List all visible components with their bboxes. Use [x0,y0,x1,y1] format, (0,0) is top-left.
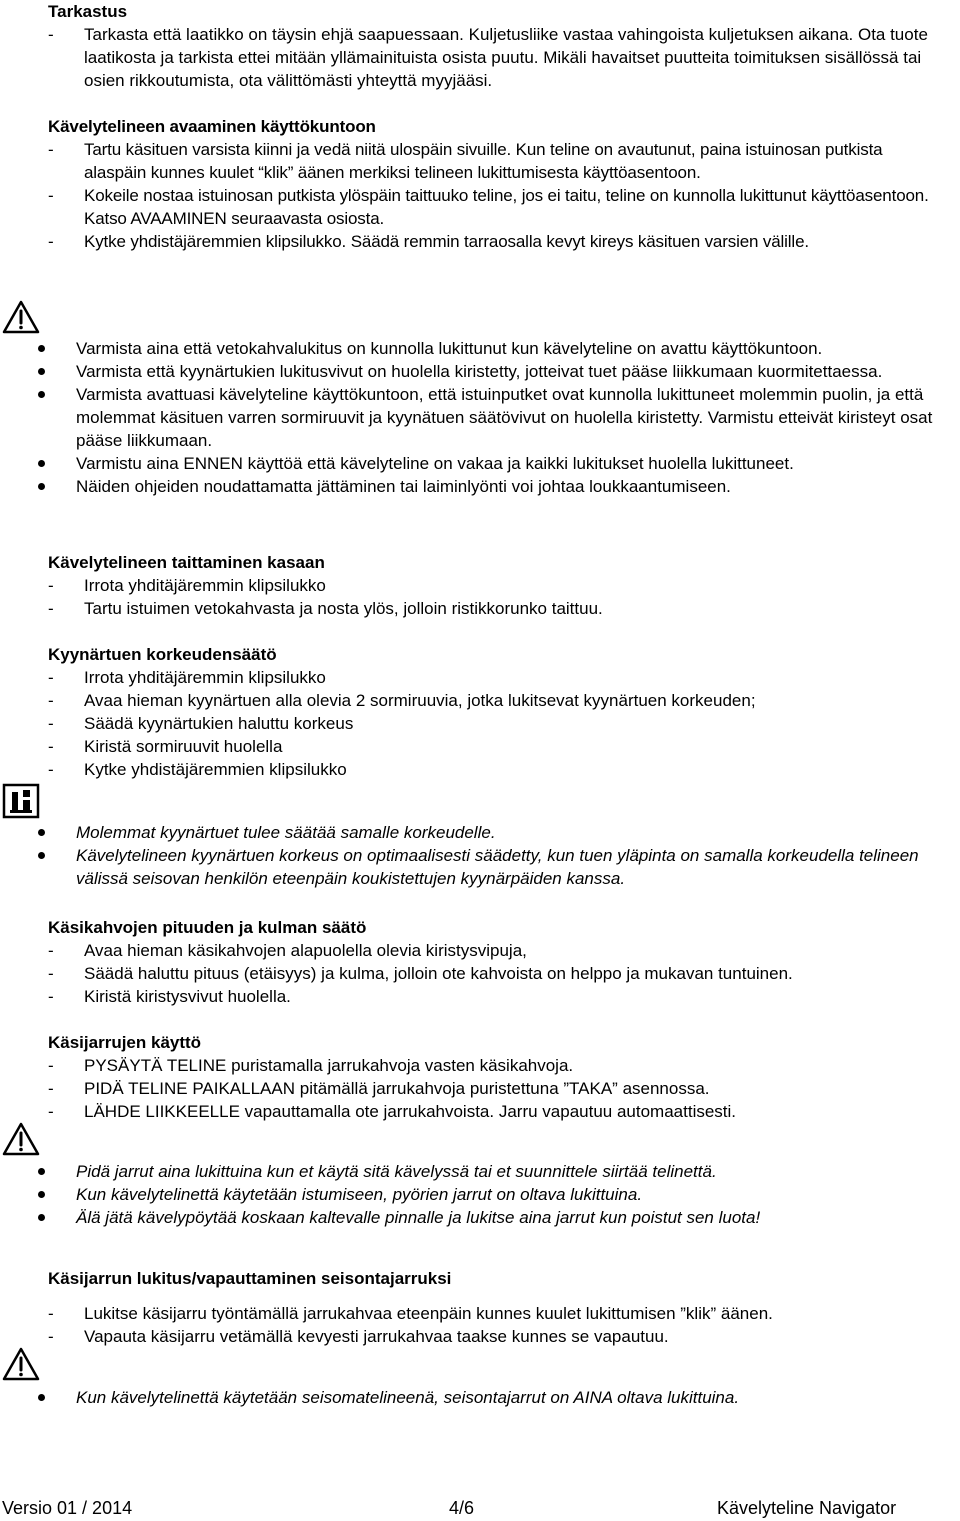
section-heading: Kävelytelineen avaaminen käyttökuntoon [48,117,376,136]
bullet-dot [38,829,45,836]
dash-item [48,712,948,735]
bullet-dot [38,1191,45,1198]
warning-triangle-icon [2,1347,40,1381]
dash-item [48,230,948,253]
section-heading: Käsijarrun lukitus/vapauttaminen seisontajarruksi [48,1269,452,1288]
info-item-text: Molemmat kyynärtuet tulee säätää samalle korkeudelle. [76,823,496,842]
dash-marker: - [48,140,54,159]
section-kasijarrut [48,1031,948,1123]
warning-item-text: Kun kävelytelinettä käytetään istumiseen, pyörien jarrut on oltava lukittuina. [76,1185,643,1204]
dash-marker: - [48,691,54,710]
dash-item-text: Kokeile nostaa istuinosan putkista ylöspäin taittuuko teline, jos ei taitu, teline on kunnolla lukittunut käyttöasentoon. Katso AVAAMINEN seuraavasta osiosta. [84,186,929,228]
section-taittaminen [48,551,948,620]
bullet-dot [38,852,45,859]
dash-item-text: PIDÄ TELINE PAIKALLAAN pitämällä jarrukahvoja puristettuna ”TAKA” asennossa. [84,1079,710,1098]
footer-product-name: Kävelyteline Navigator [717,1498,897,1518]
dash-marker: - [48,1102,54,1121]
dash-item-text: Vapauta käsijarru vetämällä kevyesti jarrukahvaa taakse kunnes se vapautuu. [84,1327,669,1346]
dash-item-text: Säädä kyynärtukien haluttu korkeus [84,714,354,733]
section-kyynartuki [48,643,948,781]
warning-triangle-icon [2,300,40,334]
warning-item-text: Varmista aina että vetokahvalukitus on kunnolla lukittunut kun kävelyteline on avattu käyttökuntoon. [76,339,823,358]
dash-item [48,1302,948,1325]
dash-item-text: Avaa hieman käsikahvojen alapuolella olevia kiristysvipuja, [84,941,527,960]
warning-item [0,475,950,498]
dash-item-text: Lukitse käsijarru työntämällä jarrukahvaa eteenpäin kunnes kuulet lukittumisen ”klik” äänen. [84,1304,773,1323]
section-heading: Kävelytelineen taittaminen kasaan [48,553,325,572]
dash-marker: - [48,1079,54,1098]
dash-item-text: Tarkasta että laatikko on täysin ehjä saapuessaan. Kuljetusliike vastaa vahingoista kuljetuksen aikana. Ota tuote laatikosta ja tarkista ettei mitään yllämainituista osista puutu. Mikäli havaitset puutteita toimituksen sisällössä tai osien rikkoutumista, ota välittömästi yhteyttä myyjääsi. [84,25,928,90]
dash-item [48,939,948,962]
warning-item [0,383,950,452]
dash-item [48,574,948,597]
dash-marker: - [48,576,54,595]
dash-marker: - [48,964,54,983]
warning-item-text: Älä jätä kävelypöytää koskaan kaltevalle pinnalle ja lukitse aina jarrut kun poistut sen luota! [76,1208,761,1227]
dash-item [48,597,948,620]
dash-item [48,1054,948,1077]
warning-item [0,360,950,383]
warning-item-text: Kun kävelytelinettä käytetään seisomatelineenä, seisontajarrut on AINA oltava lukittuina. [76,1388,740,1407]
dash-marker: - [48,599,54,618]
warning-list-3 [0,1386,950,1409]
dash-item [48,1100,948,1123]
warning-item [0,1386,950,1409]
dash-marker: - [48,25,54,44]
dash-marker: - [48,987,54,1006]
section-heading: Tarkastus [48,2,128,21]
dash-item-text: Avaa hieman kyynärtuen alla olevia 2 sormiruuvia, jotka lukitsevat kyynärtuen korkeuden; [84,691,756,710]
dash-item [48,689,948,712]
info-item-text: Kävelytelineen kyynärtuen korkeus on optimaalisesti säädetty, kun tuen yläpinta on samalla korkeudella telineen välissä seisovan henkilön eteenpäin koukistettujen kyynärpäiden kanssa. [76,846,919,888]
dash-marker: - [48,1304,54,1323]
warning-list-2 [0,1160,950,1229]
bullet-dot [38,1214,45,1221]
dash-item-text: Kytke yhdistäjäremmien klipsilukko [84,760,347,779]
dash-item [48,138,948,184]
dash-item-text: Tartu istuimen vetokahvasta ja nosta ylös, jolloin ristikkorunko taittuu. [84,599,603,618]
section-seisontajarru [48,1267,948,1348]
dash-marker: - [48,1056,54,1075]
dash-item [48,962,948,985]
bullet-dot [38,345,45,352]
dash-item-text: Kiristä kiristysvivut huolella. [84,987,291,1006]
section-heading: Käsijarrujen käyttö [48,1033,202,1052]
dash-item [48,758,948,781]
info-item [0,844,950,890]
dash-marker: - [48,737,54,756]
section-heading: Käsikahvojen pituuden ja kulman säätö [48,918,367,937]
warning-item-text: Varmistu aina ENNEN käyttöä että kävelyteline on vakaa ja kaikki lukitukset huolella lukittuneet. [76,454,794,473]
section-tarkastus [48,0,948,92]
dash-item [48,1077,948,1100]
warning-item [0,452,950,475]
dash-marker: - [48,760,54,779]
dash-marker: - [48,1327,54,1346]
warning-item-text: Näiden ohjeiden noudattamatta jättäminen tai laiminlyönti voi johtaa loukkaantumiseen. [76,477,731,496]
dash-item [48,985,948,1008]
dash-marker: - [48,714,54,733]
dash-item [48,1325,948,1348]
section-kasikahvat [48,916,948,1008]
bullet-dot [38,368,45,375]
warning-list-1 [0,337,950,498]
bullet-dot [38,483,45,490]
footer-version: Versio 01 / 2014 [2,1498,133,1518]
warning-item-text: Varmista avattuasi kävelyteline käyttökuntoon, että istuinputket ovat kunnolla lukittuneet molemmin puolin, ja että molemmat käsituen varren sormiruuvit ja kyynätuen säätövivut on huolella kiristetty. Varmistu etteivät kiristeyt osat pääse liikkumaan. [76,385,933,450]
dash-item [48,184,948,230]
dash-item-text: PYSÄYTÄ TELINE puristamalla jarrukahvoja vasten käsikahvoja. [84,1056,574,1075]
warning-item [0,1160,950,1183]
dash-item-text: Säädä haluttu pituus (etäisyys) ja kulma, jolloin ote kahvoista on helppo ja mukavan tuntuinen. [84,964,793,983]
dash-item [48,23,948,92]
info-item [0,821,950,844]
footer-page-number: 4/6 [449,1498,475,1518]
warning-item-text: Varmista että kyynärtukien lukitusvivut on huolella kiristetty, jotteivat tuet pääse liikkumaan kuormitettaessa. [76,362,883,381]
dash-item [48,666,948,689]
dash-marker: - [48,668,54,687]
warning-item-text: Pidä jarrut aina lukittuina kun et käytä sitä kävelyssä tai et suunnittele siirtää telinettä. [76,1162,717,1181]
dash-item-text: Irrota yhditäjäremmin klipsilukko [84,668,326,687]
dash-marker: - [48,186,54,205]
dash-marker: - [48,941,54,960]
dash-item [48,735,948,758]
section-heading: Kyynärtuen korkeudensäätö [48,645,277,664]
dash-item-text: Tartu käsituen varsista kiinni ja vedä niitä ulospäin sivuille. Kun teline on avautunut, paina istuinosan putkista alaspäin kunnes kuulet “klik” äänen merkiksi telineen lukittumisesta käyttöasentoon. [84,140,883,182]
bullet-dot [38,460,45,467]
bullet-dot [38,1168,45,1175]
section-avaaminen [48,115,948,253]
warning-item [0,1206,950,1229]
dash-item-text: Kytke yhdistäjäremmien klipsilukko. Säädä remmin tarraosalla kevyt kireys käsituen varsien välille. [84,232,809,251]
warning-triangle-icon [2,1122,40,1156]
info-list [0,821,950,890]
info-icon [2,783,42,819]
dash-item-text: Kiristä sormiruuvit huolella [84,737,283,756]
warning-item [0,337,950,360]
warning-item [0,1183,950,1206]
dash-marker: - [48,232,54,251]
bullet-dot [38,391,45,398]
bullet-dot [38,1394,45,1401]
dash-item-text: LÄHDE LIIKKEELLE vapauttamalla ote jarrukahvoista. Jarru vapautuu automaattisesti. [84,1102,737,1121]
dash-item-text: Irrota yhditäjäremmin klipsilukko [84,576,326,595]
